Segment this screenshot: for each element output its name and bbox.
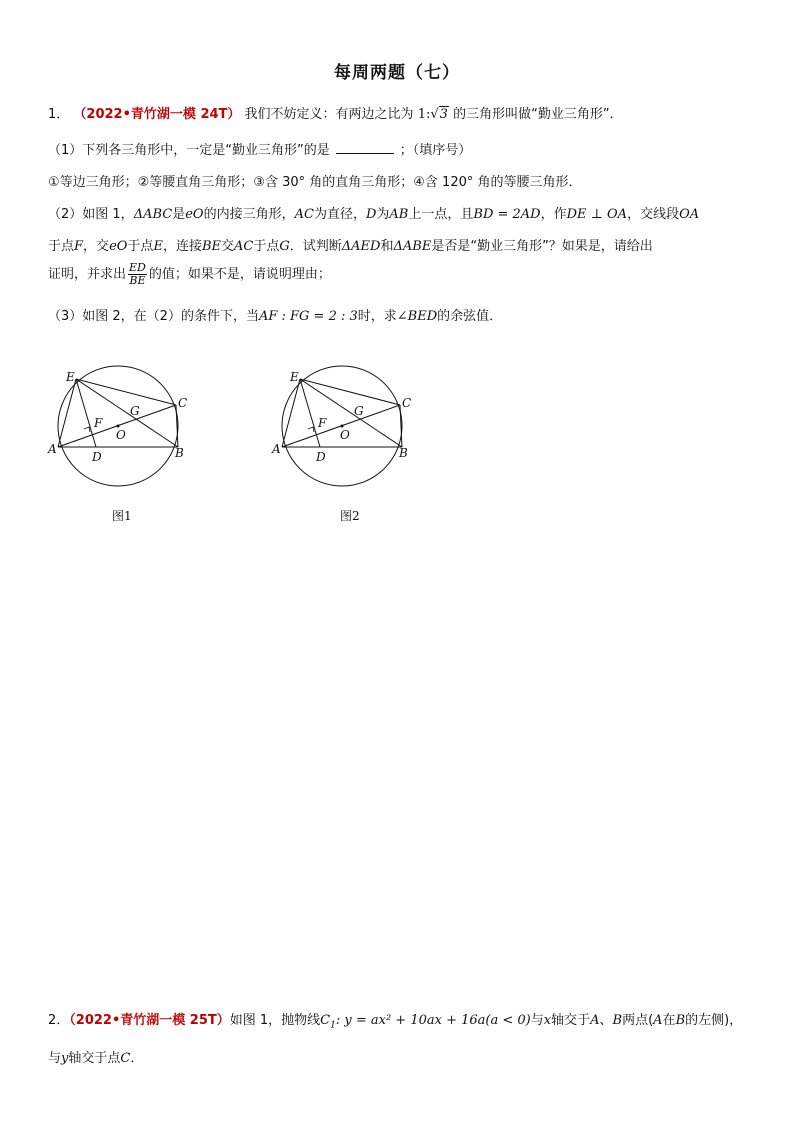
q1-intro-line	[48, 103, 623, 122]
t: ，交	[83, 239, 110, 254]
label-e: E	[66, 370, 75, 384]
label-a: A	[48, 442, 57, 456]
q1-part2-line1	[48, 203, 699, 222]
label-e: E	[290, 370, 299, 384]
t: 时，求	[357, 309, 397, 324]
segment-eb	[300, 379, 402, 447]
m: DE ⊥ OA	[566, 207, 628, 222]
m: 1	[330, 1020, 336, 1031]
t: ．试判断	[289, 239, 342, 254]
q1-part2-line2	[48, 235, 653, 254]
q2-number: 2．	[48, 1013, 70, 1028]
label-g: G	[130, 404, 140, 418]
t: 是否是“勤业三角形”？如果是，请给出	[431, 239, 653, 254]
t: 证明，并求出	[48, 267, 127, 282]
m: AC	[294, 207, 314, 222]
m: C	[320, 1013, 331, 1028]
t: 和	[380, 239, 394, 254]
q1-options-line: ①等边三角形；②等腰直角三角形；③含 30° 角的直角三角形；④含 120° 角的等腰三角形．	[48, 175, 582, 190]
label-o: O	[340, 428, 350, 442]
q2-source: （2022•青竹湖一模 25T）	[69, 1013, 230, 1028]
q1-part3-line	[48, 305, 502, 324]
label-g: G	[354, 404, 364, 418]
m: A	[590, 1013, 600, 1028]
label-a: A	[272, 442, 281, 456]
m: A	[653, 1013, 663, 1028]
segment-eb	[76, 379, 178, 447]
m: ΔABC	[133, 207, 173, 222]
figure-2-diagram	[270, 365, 420, 505]
m: y	[61, 1051, 69, 1066]
q1-number: 1．	[48, 107, 70, 122]
label-b: B	[175, 446, 184, 460]
q1-part1-line	[48, 139, 471, 158]
fraction-numerator: ED	[129, 261, 146, 274]
q2-line2	[48, 1047, 143, 1066]
label-o: O	[116, 428, 126, 442]
t: 两点(	[622, 1013, 654, 1028]
t: 、	[599, 1013, 613, 1028]
m: eO	[185, 207, 204, 222]
ratio-text: 1:	[417, 107, 431, 122]
t: 是	[172, 207, 186, 222]
segment-ec	[76, 379, 176, 405]
m: AF : FG = 2 : 3	[258, 309, 358, 324]
q2-line1	[48, 1009, 742, 1031]
q1-intro: 我们不妨定义：有两边之比为	[244, 107, 414, 122]
t: 交	[221, 239, 235, 254]
m: AB	[389, 207, 409, 222]
m: B	[675, 1013, 686, 1028]
ratio-expression: 1:√3	[417, 107, 448, 122]
right-angle-mark	[308, 427, 314, 432]
t: 为直径，	[313, 207, 366, 222]
fraction-ed-be	[128, 262, 147, 287]
t: 的左侧)，	[685, 1013, 743, 1028]
t: 在	[662, 1013, 676, 1028]
t: （2）如图 1，	[48, 207, 134, 222]
t: 于点	[48, 239, 75, 254]
m: x	[543, 1013, 552, 1028]
t: （3）如图 2，在（2）的条件下，当	[48, 309, 259, 324]
right-angle-mark	[84, 427, 90, 432]
m: ∠BED	[396, 309, 438, 324]
figure-2-caption: 图2	[340, 509, 360, 523]
segment-ea	[58, 379, 76, 447]
m: G	[279, 239, 290, 254]
t: 的余弦值．	[437, 309, 503, 324]
label-d: D	[316, 450, 326, 464]
t: 与	[48, 1051, 62, 1066]
fraction-denominator: BE	[129, 274, 146, 287]
t: 于点	[253, 239, 280, 254]
t: 轴交于点	[68, 1051, 121, 1066]
t: ，交线段	[627, 207, 680, 222]
label-c: C	[402, 396, 412, 410]
m: : y = ax² + 10ax + 16a(a < 0)	[335, 1013, 531, 1028]
m: ΔABE	[393, 239, 432, 254]
segment-ec	[300, 379, 400, 405]
m: BD = 2AD	[473, 207, 541, 222]
m: D	[365, 207, 377, 222]
page-title: 每周两题（七）	[334, 63, 460, 83]
label-d: D	[92, 450, 102, 464]
q1-source: （2022•青竹湖一模 24T）	[73, 107, 241, 122]
label-f: F	[94, 416, 103, 430]
q1-part1-end: ；（填序号）	[399, 143, 472, 158]
q1-part2-line3	[48, 262, 331, 287]
m: eO	[109, 239, 128, 254]
label-c: C	[178, 396, 188, 410]
q1-part1: （1）下列各三角形中，一定是“勤业三角形”的是	[48, 143, 330, 158]
answer-blank[interactable]	[336, 142, 394, 154]
segment-ea	[282, 379, 300, 447]
t: 的内接三角形，	[203, 207, 295, 222]
t: 轴交于	[551, 1013, 591, 1028]
t: 的值；如果不是，请说明理由；	[148, 267, 331, 282]
t: 如图 1，抛物线	[229, 1013, 321, 1028]
m: BE	[201, 239, 221, 254]
m: ΔAED	[341, 239, 381, 254]
t: ，作	[540, 207, 567, 222]
figure-1-diagram	[46, 365, 196, 505]
t: ，连接	[162, 239, 202, 254]
t: 与	[530, 1013, 544, 1028]
label-b: B	[399, 446, 408, 460]
ratio-radicand: 3	[439, 107, 448, 122]
t: 于点	[127, 239, 154, 254]
t: ．	[130, 1051, 144, 1066]
label-f: F	[318, 416, 327, 430]
m: B	[612, 1013, 623, 1028]
q1-intro-end: 的三角形叫做“勤业三角形”．	[453, 107, 623, 122]
figure-1-caption: 图1	[112, 509, 132, 523]
t: 上一点，且	[408, 207, 474, 222]
m: F	[74, 239, 84, 254]
m: E	[153, 239, 163, 254]
m: AC	[234, 239, 254, 254]
t: 为	[376, 207, 390, 222]
m: C	[120, 1051, 131, 1066]
m: OA	[679, 207, 700, 222]
